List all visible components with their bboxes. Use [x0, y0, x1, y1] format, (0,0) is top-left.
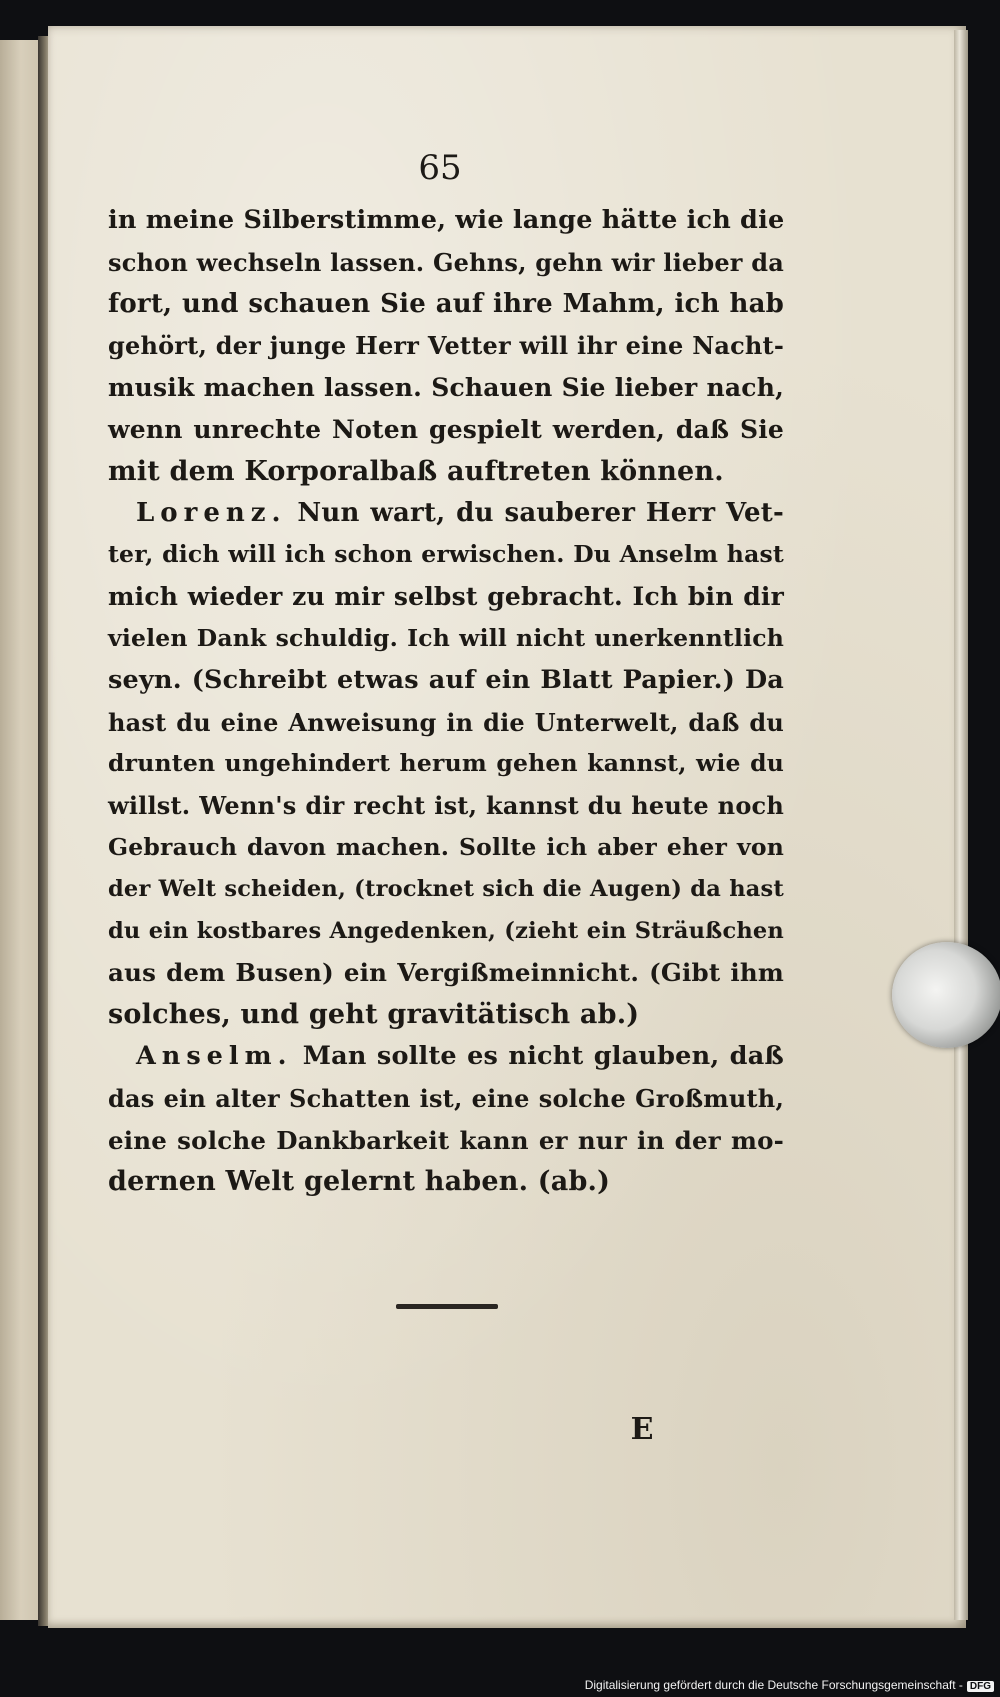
- facing-page-edge: [0, 40, 40, 1620]
- speaker-name: Anselm.: [136, 1040, 293, 1071]
- text-line: schon wechseln lassen. Gehns, gehn wir lieber da: [108, 247, 784, 277]
- text-line: dernen Welt gelernt haben. (ab.): [108, 1166, 611, 1198]
- text-line: wenn unrechte Noten gespielt werden, daß Sie: [108, 414, 784, 444]
- text-line: hast du eine Anweisung in die Unterwelt, daß du: [108, 707, 784, 737]
- text-line: Gebrauch davon machen. Sollte ich aber eher von: [108, 832, 784, 861]
- text-line: musik machen lassen. Schauen Sie lieber nach,: [108, 373, 784, 403]
- speaker-name: Lorenz.: [136, 497, 287, 528]
- page-clip-holder: [892, 942, 1000, 1048]
- text-line: der Welt scheiden, (trocknet sich die Augen) da hast: [108, 875, 784, 902]
- text-line: du ein kostbares Angedenken, (zieht ein Sträußchen: [108, 917, 784, 944]
- text-line: seyn. (Schreibt etwas auf ein Blatt Papier.) Da: [108, 664, 784, 695]
- text-line: solches, und geht gravitätisch ab.): [108, 999, 640, 1031]
- text-line: in meine Silberstimme, wie lange hätte ich die: [108, 205, 785, 235]
- speech-lorenz-first-line: [108, 493, 784, 535]
- text-line: mich wieder zu mir selbst gebracht. Ich bin dir: [108, 582, 784, 612]
- text-line: das ein alter Schatten ist, eine solche Großmuth,: [108, 1083, 784, 1113]
- page-text: [108, 200, 784, 1203]
- text-line: mit dem Korporalbaß auftreten können.: [108, 455, 724, 487]
- section-divider-rule: [396, 1304, 498, 1309]
- dfg-logo: DFG: [967, 1681, 994, 1692]
- page-stack-edge: [954, 30, 968, 1620]
- text-line: fort, und schauen Sie auf ihre Mahm, ich hab: [108, 288, 784, 319]
- funding-credit-text: Digitalisierung gefördert durch die Deutsche Forschungsgemeinschaft -: [584, 1678, 963, 1692]
- speech-anselm-first-line: [108, 1036, 784, 1078]
- speech-text: Man sollte es nicht glauben, daß: [302, 1040, 784, 1071]
- text-line: gehört, der junge Herr Vetter will ihr eine Nacht-: [108, 331, 784, 361]
- text-line: eine solche Dankbarkeit kann er nur in der mo-: [108, 1125, 784, 1155]
- text-line: ter, dich will ich schon erwischen. Du Anselm hast: [108, 540, 784, 569]
- funding-credit: [585, 1678, 994, 1692]
- text-line: aus dem Busen) ein Vergißmeinnicht. (Gibt ihm: [108, 958, 784, 988]
- text-line: drunten ungehindert herum gehen kannst, wie du: [108, 749, 784, 778]
- printer-signature-mark: E: [630, 1412, 654, 1447]
- page-number: 65: [418, 148, 462, 188]
- text-line: vielen Dank schuldig. Ich will nicht unerkenntlich: [108, 623, 784, 652]
- speech-text: Nun wart, du sauberer Herr Vet-: [297, 497, 784, 528]
- text-line: willst. Wenn's dir recht ist, kannst du heute noch: [108, 791, 784, 821]
